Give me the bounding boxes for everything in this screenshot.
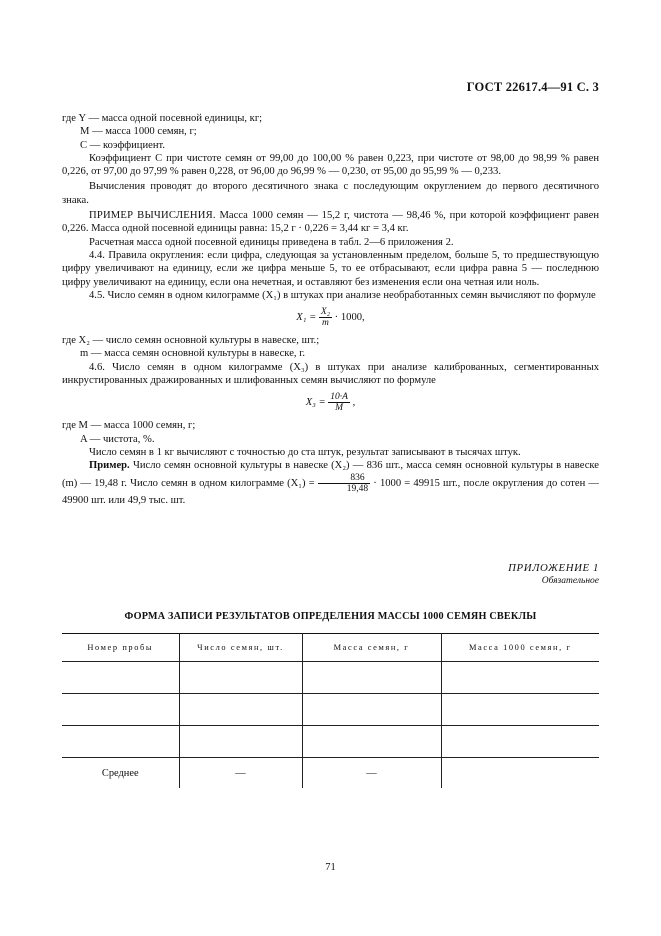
formula-x3-fraction xyxy=(328,392,350,413)
table-row-average xyxy=(62,758,599,789)
table-cell xyxy=(179,662,302,694)
table-cell xyxy=(62,694,179,726)
formula-x1-fraction xyxy=(319,307,332,328)
header-mass-1000: Масса 1000 семян, г xyxy=(441,634,599,662)
example-text: Масса 1000 семян — 15,2 г, чистота — 98,46 %, при которой коэффициент равен 0,226. Масса одной посевной единицы равна: 15,2 г · 0,226 = 3,44 кг = 3,4 кг. xyxy=(62,210,599,235)
clause-4-5: 4.5. Число семян в одном килограмме (X₁) в штуках при анализе необработанных семян вычисляют по формуле xyxy=(89,289,596,301)
definition-x2: где X₂ — число семян основной культуры в навеске, шт.; xyxy=(62,335,320,347)
example2-part1: Число семян основной культуры в навеске (X₂) — 836 шт., масса семян основной культуры в навеске (m) — 19,48 г. Число семян в одном килограмме (X₁) = xyxy=(62,460,599,489)
formula-x3 xyxy=(62,392,599,413)
example2-lead: Пример. xyxy=(89,460,130,472)
table-row xyxy=(62,694,599,726)
definition-c: C — коэффициент. xyxy=(80,139,166,151)
formula-x3-rhs: , xyxy=(352,397,356,409)
header-seed-count: Число семян, шт. xyxy=(179,634,302,662)
appendix-label xyxy=(508,562,599,586)
table-cell xyxy=(441,726,599,758)
table-cell xyxy=(441,758,599,789)
table-row xyxy=(62,726,599,758)
precision-paragraph: Число семян в 1 кг вычисляют с точностью до ста штук, результат записывают в тысячах штук. xyxy=(89,446,521,458)
table-cell xyxy=(62,662,179,694)
average-seed-count: — xyxy=(179,758,302,789)
appendix-title: ПРИЛОЖЕНИЕ 1 xyxy=(508,562,599,574)
page-number: 71 xyxy=(325,862,336,873)
standard-code-header: ГОСТ 22617.4—91 С. 3 xyxy=(466,80,599,94)
clause-4-6: 4.6. Число семян в одном килограмме (X₃) в штуках при анализе калиброванных, сегментированных инкрустированных дражированных и шлифованных семян вычисляют по формуле xyxy=(62,361,599,387)
formula-x3-lhs: X₃ = xyxy=(305,397,326,409)
example-lead: ПРИМЕР ВЫЧИСЛЕНИЯ. xyxy=(89,210,216,222)
formula-x1-numerator: X₂ xyxy=(320,307,331,318)
table-cell xyxy=(302,726,441,758)
formula-x1-rhs: · 1000, xyxy=(334,312,365,324)
table-cell xyxy=(62,726,179,758)
example-paragraph xyxy=(62,209,599,236)
table-cell xyxy=(179,726,302,758)
table-cell xyxy=(441,662,599,694)
reference-paragraph: Расчетная масса одной посевной единицы приведена в табл. 2—6 приложения 2. xyxy=(89,236,454,248)
table-cell xyxy=(179,694,302,726)
rounding-rules-paragraph: 4.4. Правила округления: если цифра, следующая за установленным пределом, больше 5, то предшествующую цифру увеличивают на единицу, если же цифра меньше 5, то ее отбрасывают, если цифра равна 5 — последнюю цифру увеличивают на единицу, если она нечетная, и оставляют без изменения если она четная или ноль. xyxy=(62,249,599,288)
example2-paragraph xyxy=(62,459,599,507)
average-label: Среднее xyxy=(62,758,179,789)
example2-denominator: 19,48 xyxy=(346,483,369,494)
average-seed-mass: — xyxy=(302,758,441,789)
table-cell xyxy=(302,662,441,694)
results-table xyxy=(62,633,599,788)
table-cell xyxy=(302,694,441,726)
document-body xyxy=(62,112,599,507)
appendix-subtitle: Обязательное xyxy=(541,576,599,586)
example2-part2: · 1000 = 49915 шт., после округления до сотен — 49900 шт. или 49,9 тыс. шт. xyxy=(62,477,599,506)
table-header-row xyxy=(62,634,599,662)
example2-fraction xyxy=(318,473,370,494)
definition-y: где Y — масса одной посевной единицы, кг; xyxy=(62,113,263,124)
definition-small-m: m — масса семян основной культуры в навеске, г. xyxy=(80,348,305,360)
coefficient-paragraph: Коэффициент C при чистоте семян от 99,00 до 100,00 % равен 0,223, при чистоте от 98,00 до 98,99 % равен 0,226, от 97,00 до 97,99 % равен 0,228, от 96,00 до 96,99 % — 0,230, от 95,00 до 95,99 % — 0,233. xyxy=(62,152,599,178)
formula-x3-denominator: M xyxy=(335,403,344,414)
header-sample-number: Номер пробы xyxy=(62,634,179,662)
table-row xyxy=(62,662,599,694)
definition-m: M — масса 1000 семян, г; xyxy=(80,126,197,138)
header-seed-mass: Масса семян, г xyxy=(302,634,441,662)
form-title: ФОРМА ЗАПИСИ РЕЗУЛЬТАТОВ ОПРЕДЕЛЕНИЯ МАССЫ 1000 СЕМЯН СВЕКЛЫ xyxy=(124,611,537,622)
formula-x1-lhs: X₁ = xyxy=(296,312,317,324)
rounding-note: Вычисления проводят до второго десятичного знака с последующим округлением до первого десятичного знака. xyxy=(62,181,599,206)
example2-numerator: 836 xyxy=(318,473,370,484)
formula-x3-numerator: 10·A xyxy=(330,392,348,403)
definition-a: A — чистота, %. xyxy=(80,433,155,445)
formula-x1-denominator: m xyxy=(322,318,329,329)
table-cell xyxy=(441,694,599,726)
definition-big-m: где M — масса 1000 семян, г; xyxy=(62,420,196,432)
formula-x1 xyxy=(62,307,599,328)
